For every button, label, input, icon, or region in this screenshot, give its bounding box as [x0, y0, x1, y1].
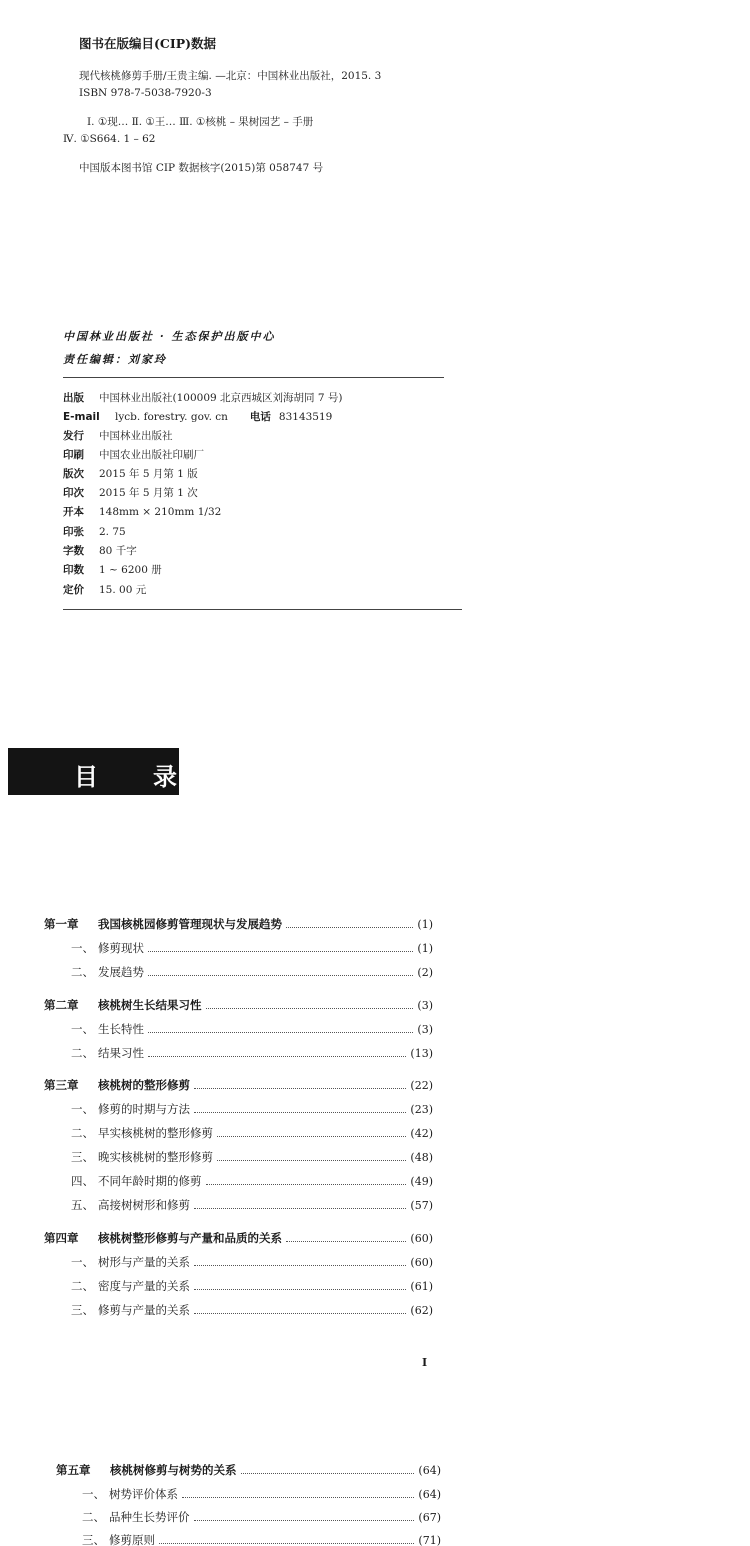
publisher-center: 中国林业出版社 · 生态保护出版中心 [63, 330, 276, 343]
info-label: 印刷 [63, 449, 84, 461]
info-value: 中国农业出版社印刷厂 [99, 449, 204, 461]
info-value: lycb. forestry. gov. cn [115, 410, 228, 423]
info-row-impression [63, 483, 198, 502]
info-phone-value: 83143519 [278, 410, 333, 423]
toc-title: 核桃树生长结果习性 [98, 998, 202, 1012]
toc-title: 生长特性 [98, 1022, 144, 1036]
toc-leader-dots [148, 1056, 406, 1057]
toc-title: 晚实核桃树的整形修剪 [98, 1150, 213, 1164]
info-value: 中国林业出版社(100009 北京西城区刘海胡同 7 号) [99, 392, 343, 404]
toc-number: 二、 [71, 1046, 94, 1060]
toc-page: (22) [410, 1078, 433, 1092]
toc-page: (13) [410, 1046, 433, 1060]
toc-page: (67) [418, 1510, 441, 1524]
info-label: 版次 [63, 468, 84, 480]
toc-leader-dots [148, 1032, 413, 1033]
toc-title: 早实核桃树的整形修剪 [98, 1126, 213, 1140]
toc-section [82, 1530, 441, 1546]
toc-number: 二、 [82, 1510, 105, 1524]
toc-page: (57) [410, 1198, 433, 1212]
info-label: 定价 [63, 584, 84, 596]
toc-chapter [56, 1460, 441, 1480]
toc-leader-dots [241, 1473, 415, 1474]
toc-title: 核桃树整形修剪与产量和品质的关系 [98, 1231, 282, 1245]
toc-number: 第一章 [44, 917, 79, 931]
info-phone-label: 电话 [249, 411, 271, 423]
info-value: 2015 年 5 月第 1 次 [99, 487, 198, 499]
info-row-sheets [63, 522, 126, 541]
toc-section [71, 1019, 433, 1039]
toc-number: 一、 [82, 1487, 105, 1501]
toc-section [71, 1300, 433, 1320]
toc-leader-dots [217, 1160, 406, 1161]
toc-number: 一、 [71, 941, 94, 955]
toc-page: (1) [417, 941, 433, 955]
toc-number: 二、 [71, 1279, 94, 1293]
toc-leader-dots [206, 1008, 414, 1009]
toc-title: 修剪现状 [98, 941, 144, 955]
contents-header [8, 748, 179, 795]
info-value: 80 千字 [99, 545, 137, 557]
toc-leader-dots [194, 1520, 415, 1521]
toc-title: 修剪与产量的关系 [98, 1303, 190, 1317]
toc-section [82, 1507, 441, 1527]
toc-section [71, 962, 433, 982]
info-value: 2015 年 5 月第 1 版 [99, 468, 198, 480]
toc-page: (60) [410, 1231, 433, 1245]
cip-classification-line: Ⅰ. ①现… Ⅱ. ①王… Ⅲ. ①核桃 – 果树园艺 – 手册 [87, 116, 314, 128]
info-label: 出版 [63, 392, 84, 404]
toc-section [71, 1099, 433, 1119]
toc-page: (42) [410, 1126, 433, 1140]
toc-chapter [44, 995, 433, 1015]
toc-section [71, 1171, 433, 1191]
toc-number: 三、 [71, 1303, 94, 1317]
toc-leader-dots [217, 1136, 406, 1137]
cip-title: 图书在版编目(CIP)数据 [79, 36, 217, 51]
toc-page: (60) [410, 1255, 433, 1269]
info-label: E-mail [63, 410, 100, 423]
info-row-wordcount [63, 541, 137, 560]
contents-header-char-2: 录 [153, 763, 177, 791]
responsible-editor: 责任编辑：刘家玲 [63, 353, 167, 366]
info-row-edition [63, 464, 198, 483]
info-label: 印数 [63, 564, 84, 576]
toc-chapter [44, 914, 433, 934]
info-row-email [63, 407, 332, 426]
toc-leader-dots [148, 975, 413, 976]
toc-number: 五、 [71, 1198, 94, 1212]
toc-chapter [44, 1228, 433, 1248]
toc-title: 品种生长势评价 [109, 1510, 190, 1524]
toc-title: 核桃树的整形修剪 [98, 1078, 190, 1092]
toc-leader-dots [206, 1184, 407, 1185]
bottom-rule [63, 609, 462, 610]
toc-section [71, 1123, 433, 1143]
toc-number: 第二章 [44, 998, 79, 1012]
cip-isbn: ISBN 978-7-5038-7920-3 [79, 87, 212, 99]
info-row-price [63, 580, 146, 599]
toc-title: 核桃树修剪与树势的关系 [110, 1463, 237, 1477]
toc-page: (3) [417, 1022, 433, 1036]
toc-title: 高接树树形和修剪 [98, 1198, 190, 1212]
cip-data-number: 中国版本图书馆 CIP 数据核字(2015)第 058747 号 [79, 162, 324, 174]
info-row-format [63, 502, 221, 521]
toc-title: 修剪原则 [109, 1533, 155, 1546]
toc-page: (2) [417, 965, 433, 979]
page-number: I [422, 1356, 428, 1369]
toc-page: (64) [418, 1463, 441, 1477]
toc-page: (23) [410, 1102, 433, 1116]
cip-bibliographic-line: 现代核桃修剪手册/王贵主编. —北京：中国林业出版社，2015. 3 [79, 70, 382, 82]
toc-title: 结果习性 [98, 1046, 144, 1060]
info-value: 15. 00 元 [99, 584, 147, 596]
info-value: 2. 75 [99, 525, 126, 538]
toc-leader-dots [182, 1497, 414, 1498]
info-label: 印次 [63, 487, 84, 499]
toc-leader-dots [286, 927, 413, 928]
toc-leader-dots [194, 1208, 406, 1209]
toc-page: (62) [410, 1303, 433, 1317]
toc-leader-dots [194, 1265, 406, 1266]
toc-title: 我国核桃园修剪管理现状与发展趋势 [98, 917, 282, 931]
info-row-printrun [63, 560, 162, 579]
toc-leader-dots [194, 1088, 406, 1089]
toc-number: 第三章 [44, 1078, 79, 1092]
toc-number: 一、 [71, 1255, 94, 1269]
info-label: 开本 [63, 506, 84, 518]
toc-number: 二、 [71, 1126, 94, 1140]
contents-header-char-1: 目 [74, 763, 98, 791]
info-value: 1 ~ 6200 册 [99, 564, 162, 576]
info-value: 中国林业出版社 [99, 430, 173, 442]
info-row-print [63, 445, 204, 464]
toc-section [71, 1043, 433, 1063]
toc-section [71, 1252, 433, 1272]
toc-page: (71) [418, 1533, 441, 1546]
toc-number: 第四章 [44, 1231, 79, 1245]
toc-number: 第五章 [56, 1463, 91, 1477]
info-label: 印张 [63, 526, 84, 538]
toc-leader-dots [194, 1313, 406, 1314]
toc-page: (1) [417, 917, 433, 931]
info-row-distribute [63, 426, 173, 445]
info-value: 148mm × 210mm 1/32 [99, 505, 222, 518]
toc-section [82, 1484, 441, 1504]
toc-number: 二、 [71, 965, 94, 979]
toc-title: 树势评价体系 [109, 1487, 178, 1501]
info-label: 发行 [63, 430, 84, 442]
cip-clc-line: Ⅳ. ①S664. 1 – 62 [63, 133, 156, 145]
toc-number: 一、 [71, 1022, 94, 1036]
toc-leader-dots [194, 1112, 406, 1113]
toc-title: 树形与产量的关系 [98, 1255, 190, 1269]
toc-section [71, 1195, 433, 1215]
toc-number: 四、 [71, 1174, 94, 1188]
toc-leader-dots [148, 951, 413, 952]
toc-leader-dots [286, 1241, 406, 1242]
toc-title: 修剪的时期与方法 [98, 1102, 190, 1116]
toc-page: (61) [410, 1279, 433, 1293]
toc-title: 不同年龄时期的修剪 [98, 1174, 202, 1188]
toc-section [71, 1276, 433, 1296]
toc-chapter [44, 1075, 433, 1095]
toc-leader-dots [194, 1289, 406, 1290]
toc-number: 三、 [82, 1533, 105, 1546]
toc-page: (3) [417, 998, 433, 1012]
top-rule [63, 377, 444, 378]
toc-title: 发展趋势 [98, 965, 144, 979]
toc-page: (48) [410, 1150, 433, 1164]
toc-number: 一、 [71, 1102, 94, 1116]
toc-title: 密度与产量的关系 [98, 1279, 190, 1293]
info-label: 字数 [63, 545, 84, 557]
info-row-publish [63, 388, 342, 407]
toc-page: (49) [410, 1174, 433, 1188]
toc-leader-dots [159, 1543, 414, 1544]
toc-page: (64) [418, 1487, 441, 1501]
toc-section [71, 1147, 433, 1167]
toc-section [71, 938, 433, 958]
toc-number: 三、 [71, 1150, 94, 1164]
